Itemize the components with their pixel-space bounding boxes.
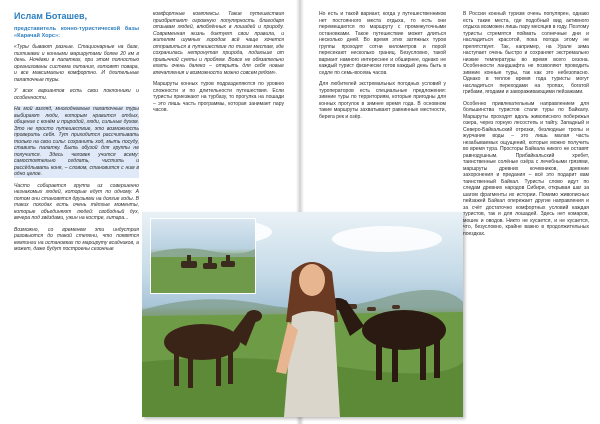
riders-inset-photo xyxy=(150,218,256,294)
right-column-2 xyxy=(463,11,589,242)
paragraph: Часто собирается группа из совершенно незнакомых людей, которые едут по одному. А потом они становятся друзьями на долгие годы. В таких походах есть очень тёплые моменты, которые объединяют людей: свободный дух, вечера под звёздами, ужин на костре, гитара... xyxy=(14,182,139,222)
paragraph: Для любителей экстремальных погодных условий у туроператоров есть специальные предложения: зимние туры по территориям, которые пригодны для конных прогулок в зимнее время года. В основном такие маршруты захватывают равнинные местности, берега рек и озёр. xyxy=(319,81,446,120)
right-column-1 xyxy=(319,11,446,125)
interview-subtitle: представитель конно-туристической базы «Карачай Хорс»: xyxy=(14,26,139,39)
inset-illustration xyxy=(151,219,255,293)
left-column-2 xyxy=(153,11,284,119)
paragraph: Маршруты конных туров подразделяются по уровню сложности и по длительности путешествия. Если туристы приезжают на турбазу, то прогулка на лошади – это лишь часть программы, которая занимает пару часов. xyxy=(153,81,284,113)
paragraph: «Туры бывают разные. Стационарные на базе, пштиками и конными маршрутами более 20 км в день. Ночёвки в палатках, при этом полностью организованы система питания, готовят повара, и все максимально комфортно. И длительные палаточные туры. xyxy=(14,44,139,83)
paragraph: Но есть и такой вариант, когда у путешественников нет постоянного места отдыха, то есть они перемещаются по маршруту с промежуточными остановками. Такое путешествие может длиться несколько дней. Во время этих затяжных туров группы проходят сотни километров и порой пересекают несколько границ. Безусловно, такой вариант намного интереснее и обширнее, однако не каждый турист физически готов каждый день быть в седле по семь-восемь часов. xyxy=(319,11,446,76)
paragraph: Возможно, со временем эти индустрия разовьются до такой степени, что появятся кемпинги на остановках по маршруту всадников, а может, даже будут построены сезонные xyxy=(14,226,139,253)
paragraph-highlighted: На мой взгляд, многодневные палаточные туры выбирают люди, которым нравится отдых, общение с конём и природой, люди, сильные духом. Это не просто путешествие, это возможность проверить себя. Тут приходится рассчитывать только на свои силы: сохранить ход, мыть посуду, ставить палатку. Быть обузой для группы не получится. Здесь человек учится всему: самостоятельно седлать, чистить и рассёдлывать коня, – словом, становится с ним в одно целое. xyxy=(14,106,139,178)
paragraph: В России конный туризм очень популярен, однако есть такие места, где подобный вид активного отдыха возможен лишь пару месяцев в году. Поэтому туристы стремятся поймать солнечные дни и насладиться красотой, пока погода этому не препятствует. Так, например, на Урале зима наступает очень быстро и сохраняет экстремально низкие температуры во время всего сезона. Особенности ландшафта не позволяют проводить зимние конные туры, так как это небезопасно. Однако в теплое время года туристы могут насладиться переходами на тропах, богатой грибами, ягодами и завораживающими пейзажами. xyxy=(463,11,589,95)
paragraph: комфортные комплексы. Такие путешествия приобретают огромную популярность благодаря отзывам людей, влюблённых в лошадей и природу. Современная жизнь диктует свои правила, и жителям шумных городов всё чаще хочется отправиться в путешествие по тихим местам, где сохранилась нетронутая природа, подальше от привычной суеты и проблем. Вовсе не обязательно ехать очень далеко – открыть для себя новые впечатления и возможности можно совсем рядом». xyxy=(153,11,284,76)
paragraph: У всех вариантов есть свои поклонники и особенности. xyxy=(14,88,139,101)
interview-name: Ислам Боташев, xyxy=(14,11,88,21)
paragraph: Особенно привлекательным направлением для большинства туристов стали туры по Байкалу. Маршруты проходят вдоль живописного побережья озера, через горную лесостепь и тайгу. Западный и Северо-Байкальский отрезки, безлюдные тропы и журчание воды – это лишь малая часть незабываемых ощущений, которые можно получить во время тура. Просторы Байкала никого не оставят равнодушным. Прибайкальский хребет, таинственные солёные озёра с лечебными грязями, маршруты древних кочевников, древние захоронения и предания – всё это подарит вам таинственный Байкал. Туристы слово идут по следам древних народов Сибири, открывая шаг за шагом фрагменты их истории. Помимо живописных пейзажей Байкал опережает другие направления и за счёт достаточно комфортных условий каждая туристов, так и для лошадей. Здесь нет комаров, мошек и оводов. Никто не кусается, и не кусается, что, безусловно, крайне важно в продолжительных поездках. xyxy=(463,100,589,237)
left-column-1 xyxy=(14,11,139,258)
